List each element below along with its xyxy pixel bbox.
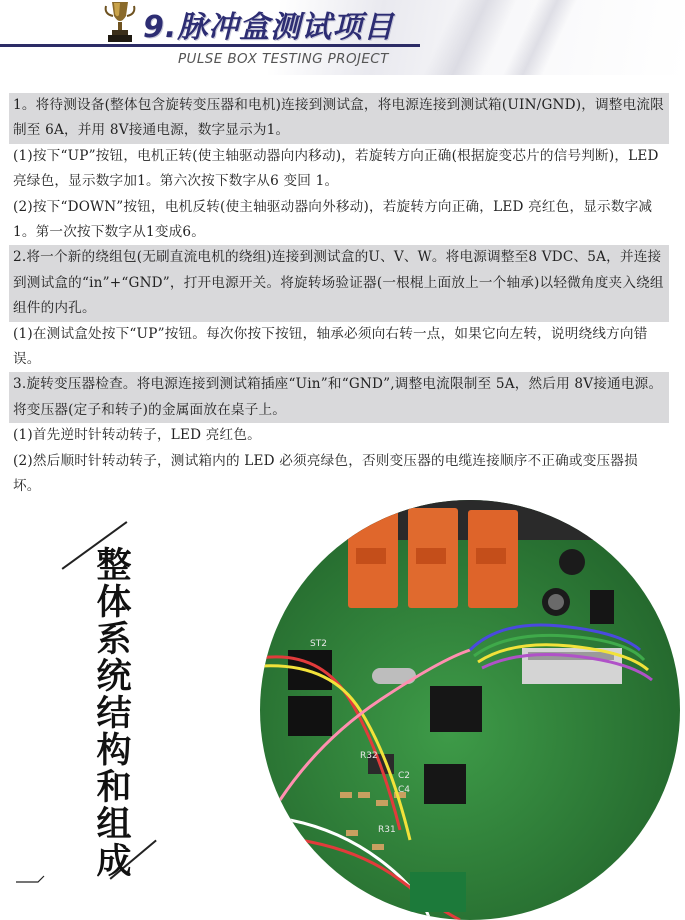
page-title: 9.脉冲盒测试项目 — [143, 10, 395, 45]
trophy-icon — [102, 0, 138, 44]
step-1-up-paragraph: (1)按下“UP”按钮，电机正转(使主轴驱动器向内移动)，若旋转方向正确(根据旋变芯片的信号判断)，LED亮绿色，显示数字加1。第六次按下数字从6 变回 1。 — [13, 147, 659, 190]
step-2-paragraph: 2.将一个新的绕组包(无刷直流电机的绕组)连接到测试盒的U、V、W。将电源调整至8 VDC、5A，并连接到测试盒的“in”+“GND”，打开电源开关。将旋转场验证器(一根棍上面放上一个轴承)以轻微角度夹入绕组组件的内孔。 — [9, 245, 669, 321]
pcb-label-c2: C2 — [398, 771, 411, 781]
pcb-label-c4: C4 — [398, 785, 411, 795]
pcb-label-r31: R31 — [378, 825, 396, 835]
step-2-up-paragraph: (1)在测试盒处按下“UP”按钮。每次你按下按钮，轴承必须向右转一点，如果它向左转，说明绕线方向错误。 — [13, 325, 648, 368]
page-subtitle: PULSE BOX TESTING PROJECT — [178, 51, 389, 67]
pcb-label-st2: ST2 — [310, 639, 327, 649]
instructions-body — [9, 93, 669, 500]
step-1-paragraph: 1。将待测设备(整体包含旋转变压器和电机)连接到测试盒，将电源连接到测试箱(UIN/GND)，调整电流限制至 6A，并用 8V接通电源，数字显示为1。 — [9, 93, 669, 144]
corner-arrow-icon — [16, 874, 46, 883]
step-3-cw-paragraph: (2)然后顺时针转动转子，测试箱内的 LED 必须亮绿色，否则变压器的电缆连接顺序不正确或变压器损坏。 — [13, 452, 638, 495]
step-3-paragraph: 3.旋转变压器检查。将电源连接到测试箱插座“Uin”和“GND”,调整电流限制至 5A，然后用 8V接通电源。将变压器(定子和转子)的金属面放在桌子上。 — [9, 372, 669, 423]
circuit-board-photo — [260, 500, 680, 920]
section-vertical-title: 整体系统结构和组成 — [96, 546, 132, 882]
step-3-ccw-paragraph: (1)首先逆时针转动转子，LED 亮红色。 — [13, 427, 261, 444]
pcb-label-r32: R32 — [360, 751, 378, 761]
step-1-down-paragraph: (2)按下“DOWN”按钮，电机反转(使主轴驱动器向外移动)，若旋转方向正确，LED 亮红色，显示数字减1。第一次按下数字从1变成6。 — [13, 198, 653, 241]
